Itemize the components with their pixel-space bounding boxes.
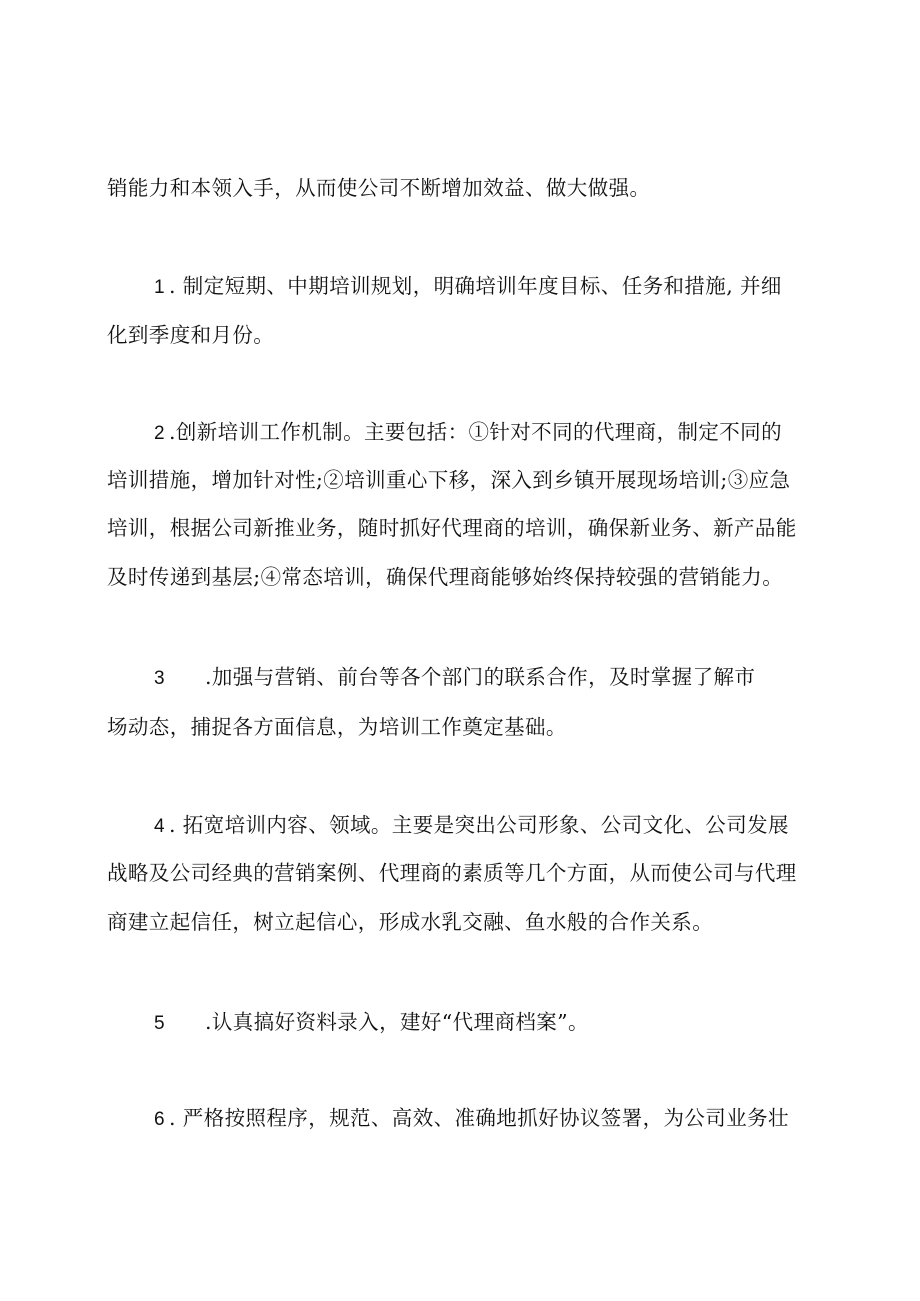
item-2-number: 2 [154,423,165,444]
item-1-text-1: . 制定短期、中期培训规划，明确培训年度目标、任务和措施, 并细 [168,274,782,298]
item-5-text-1: .认真搞好资料录入，建好“代理商档案”。 [204,1010,589,1034]
item-3-line-2 [107,714,567,740]
item-4-line-3 [107,909,713,935]
item-2-line-3 [107,515,797,541]
item-4-text-1: . 拓宽培训内容、领域。主要是突出公司形象、公司文化、公司发展 [168,813,789,837]
item-2-line-2 [107,467,790,493]
item-3-number: 3 [154,668,165,689]
item-4-line-2 [107,860,797,886]
intro-line-1 [107,175,650,201]
item-1-line-2 [107,322,274,348]
item-1-line-1 [154,273,782,301]
item-3-text-2: 场动态，捕捉各方面信息，为培训工作奠定基础。 [107,715,567,739]
item-4-text-3: 商建立起信任，树立起信心，形成水乳交融、鱼水般的合作关系。 [107,910,714,934]
item-2-line-4 [107,564,783,590]
item-4-text-2: 战略及公司经典的营销案例、代理商的素质等几个方面，从而使公司与代理 [107,861,797,885]
intro-text: 销能力和本领入手，从而使公司不断增加效益、做大做强。 [107,176,651,200]
item-5-line-1 [154,1009,589,1037]
item-1-number: 1 [154,277,165,298]
item-2-text-3: 培训，根据公司新推业务，随时抓好代理商的培训，确保新业务、新产品能 [107,516,797,540]
item-4-line-1 [154,812,789,840]
item-3-line-1 [154,664,755,692]
item-6-text-1: . 严格按照程序，规范、高效、准确地抓好协议签署，为公司业务壮 [168,1106,789,1130]
item-2-text-4: 及时传递到基层;④常态培训，确保代理商能够始终保持较强的营销能力。 [107,565,784,589]
item-6-line-1 [154,1105,789,1133]
item-6-number: 6 [154,1109,165,1130]
item-5-number: 5 [154,1013,165,1034]
item-4-number: 4 [154,816,165,837]
item-1-text-2: 化到季度和月份。 [107,323,275,347]
item-3-text-1: .加强与营销、前台等各个部门的联系合作，及时掌握了解市 [204,665,756,689]
item-2-text-1: .创新培训工作机制。主要包括：①针对不同的代理商，制定不同的 [168,420,782,444]
item-2-line-1 [154,419,782,447]
item-2-text-2: 培训措施，增加针对性;②培训重心下移，深入到乡镇开展现场培训;③应急 [107,468,791,492]
